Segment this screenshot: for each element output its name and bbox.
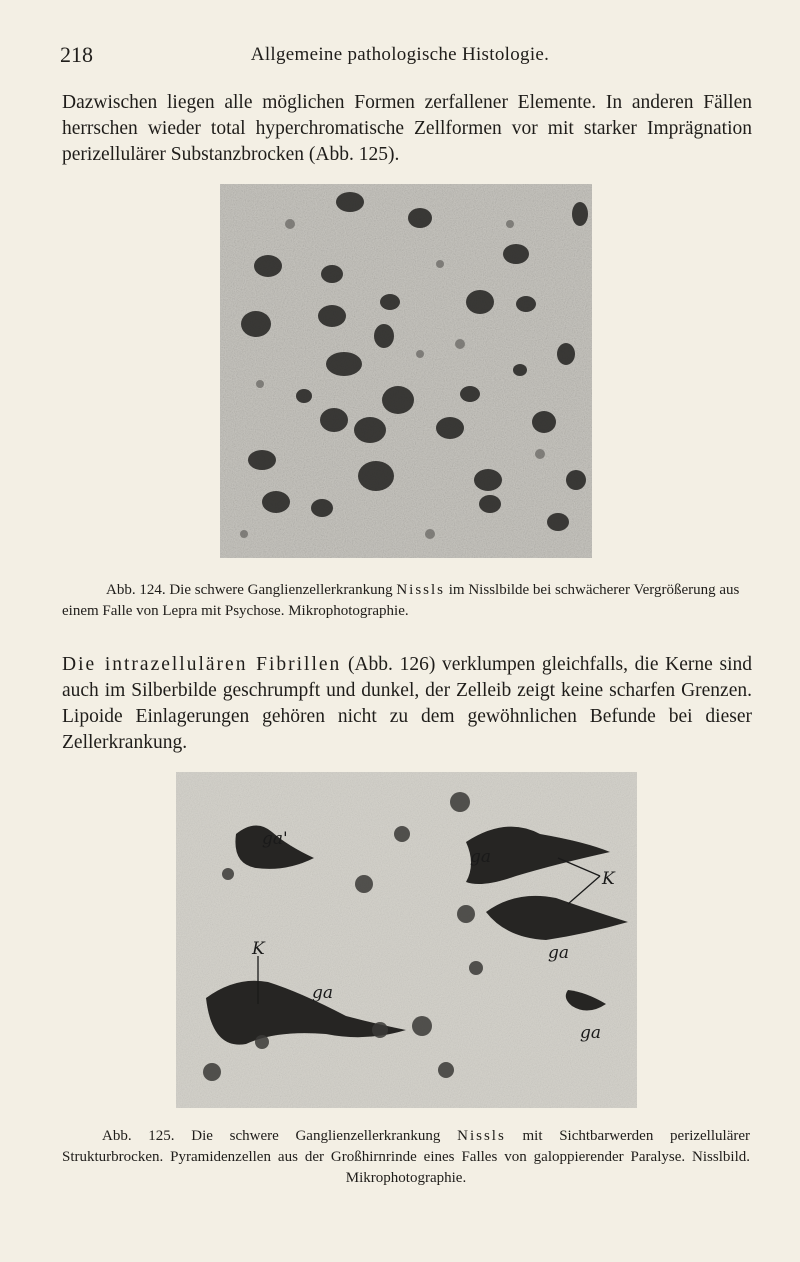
caption-125-rest: mit Sichtbarwerden perizellulärer Strukturbrocken. Pyramidenzellen aus der Großhirnrinde eines Falles von galoppierender Paralyse. Nisslbild. Mikrophotographie. [62, 1128, 750, 1186]
paragraph-2-spaced-lead: Die intrazellulären Fibrillen [62, 654, 342, 675]
figure-125-caption [62, 1126, 750, 1189]
caption-124-lead: Abb. 124. Die schwere Ganglienzellerkrankung [106, 582, 397, 598]
fig125-label-k-2: K [252, 939, 265, 959]
paragraph-2 [62, 652, 752, 756]
caption-125-lead: Abb. 125. Die schwere Ganglienzellerkrankung [102, 1128, 458, 1144]
page-number: 218 [60, 42, 93, 67]
fig125-label-ga-4: ga [580, 1023, 602, 1043]
fig125-label-k-1: K [602, 869, 615, 889]
caption-124-name: Nissls [396, 582, 446, 598]
running-head: Allgemeine pathologische Histologie. [250, 44, 550, 65]
fig125-label-ga-prime: ga' [262, 829, 288, 849]
fig125-label-ga-1: ga [470, 847, 492, 867]
caption-125-name: Nissls [457, 1128, 506, 1144]
figure-124-caption [62, 580, 750, 622]
caption-124-rest: im Nisslbilde bei schwächerer Vergrößerung aus einem Falle von Lepra mit Psychose. Mikrophotographie. [62, 582, 740, 619]
fig125-label-ga-3: ga [312, 983, 334, 1003]
fig125-label-ga-2: ga [548, 943, 570, 963]
paragraph-2-rest: (Abb. 126) verklumpen gleichfalls, die Kerne sind auch im Silberbilde geschrumpft und dunkel, der Zelleib zeigt keine scharfen Grenzen. Lipoide Einlagerungen gehören nicht zu dem gewöhnlichen Befunde bei dieser Zellerkrankung. [62, 654, 752, 753]
figure-124-micrograph [220, 184, 592, 558]
paragraph-1: Dazwischen liegen alle möglichen Formen zerfallener Elemente. In anderen Fällen herrschen wieder total hyperchromatische Zellformen vor mit starker Imprägnation perizellulärer Substanzbrocken (Abb. 125). [62, 92, 752, 165]
figure-125-micrograph [176, 772, 637, 1108]
